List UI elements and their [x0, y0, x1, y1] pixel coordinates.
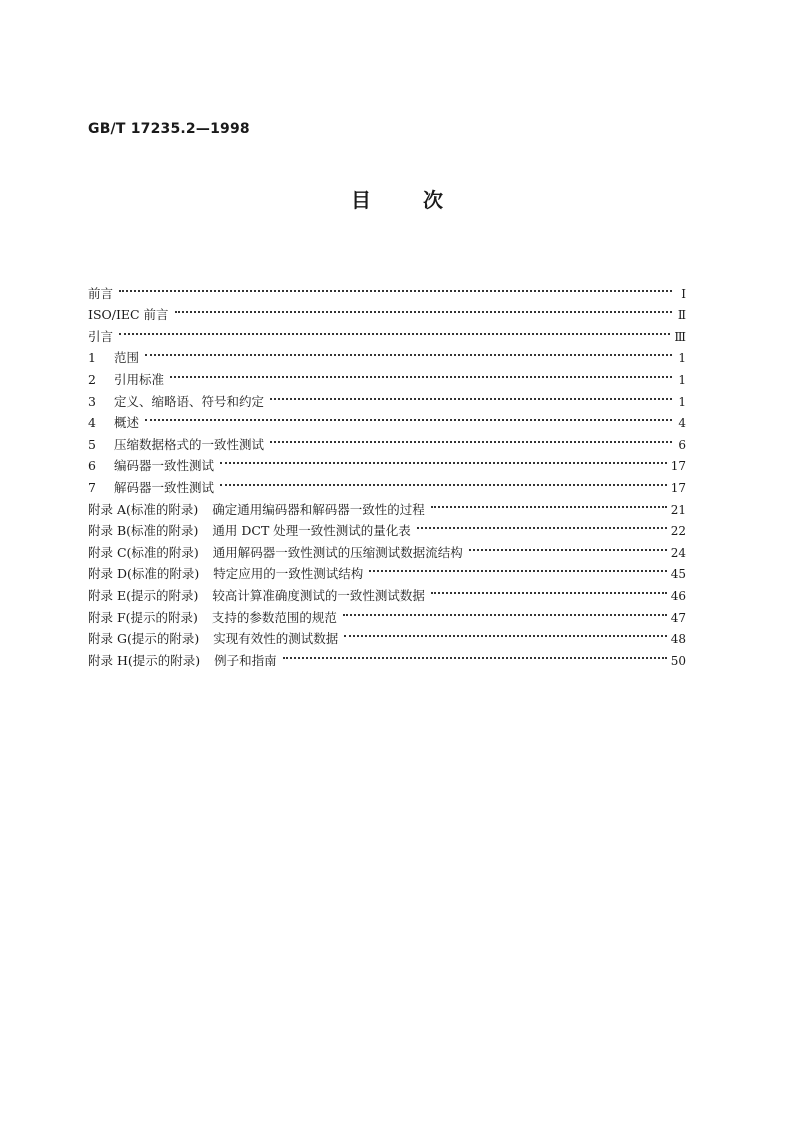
toc-entry-annex-title: 确定通用编码器和解码器一致性的过程 [212, 501, 425, 517]
toc-entry-preface[interactable] [88, 276, 686, 301]
toc-entry-number: 1 [88, 350, 96, 366]
toc-entry-annex-tag: 附录 F(提示的附录) [88, 609, 198, 625]
toc-entry-4[interactable] [88, 406, 686, 431]
toc-entry-page: 22 [670, 524, 686, 539]
dot-leader [283, 643, 667, 665]
toc-entry-label [114, 347, 139, 369]
dot-leader [369, 557, 666, 579]
toc-entry-label-text: 解码器一致性测试 [114, 479, 215, 495]
dot-leader [431, 492, 667, 514]
toc-title-left: 目 [351, 188, 371, 212]
toc-entry-label-text: 定义、缩略语、符号和约定 [114, 393, 265, 409]
toc-entry-annex-title: 通用 DCT 处理一致性测试的量化表 [212, 523, 411, 539]
toc-entry-page: Ⅲ [674, 329, 686, 344]
toc-entry-1[interactable] [88, 341, 686, 366]
toc-entry-page: 45 [670, 567, 686, 582]
toc-entry-number: 4 [88, 415, 96, 431]
toc-entry-label [88, 607, 337, 629]
toc-entry-label [88, 326, 113, 348]
toc-entry-annex-title: 通用解码器一致性测试的压缩测试数据流结构 [212, 544, 463, 560]
toc-entry-label [114, 412, 139, 434]
toc-entry-label-text: ISO/IEC 前言 [88, 307, 169, 323]
toc-entry-annex-tag: 附录 A(标准的附录) [88, 501, 199, 517]
toc-entry-iso-preface[interactable] [88, 298, 686, 323]
dot-leader [145, 406, 672, 428]
toc-entry-label [88, 520, 411, 542]
toc-entry-number: 6 [88, 458, 96, 474]
toc-entry-annex-tag: 附录 E(提示的附录) [88, 587, 199, 603]
toc-entry-label-text: 引言 [88, 328, 114, 344]
toc-entry-label [88, 499, 425, 521]
toc-entry-label [114, 477, 214, 499]
toc-entry-annex-tag: 附录 D(标准的附录) [88, 566, 200, 582]
toc-entry-annex-title: 特定应用的一致性测试结构 [213, 566, 364, 582]
toc-entry-label [114, 369, 164, 391]
toc-entry-label [88, 650, 277, 672]
toc-entry-label [114, 455, 214, 477]
dot-leader [119, 319, 670, 341]
toc-entry-page: I [681, 286, 686, 301]
toc-entry-page: 50 [670, 653, 686, 668]
toc-entry-annex-title: 例子和指南 [214, 652, 277, 668]
dot-leader [270, 384, 672, 406]
toc-entry-number: 5 [88, 436, 96, 452]
toc-entry-page: 17 [670, 459, 686, 474]
toc-entry-annex-tag: 附录 B(标准的附录) [88, 523, 199, 539]
toc-entry-number: 7 [88, 479, 96, 495]
dot-leader [119, 276, 672, 298]
toc-entry-label-text: 编码器一致性测试 [114, 458, 215, 474]
dot-leader [175, 298, 672, 320]
toc-entry-annex-title: 实现有效性的测试数据 [213, 631, 339, 647]
toc-entry-number: 2 [88, 371, 96, 387]
toc-entry-label-text: 范围 [114, 350, 140, 366]
dot-leader [344, 622, 666, 644]
table-of-contents [88, 276, 686, 668]
toc-entry-annex-title: 较高计算准确度测试的一致性测试数据 [212, 587, 425, 603]
toc-entry-label-text: 引用标准 [114, 371, 165, 387]
toc-entry-page: 21 [670, 502, 686, 517]
toc-entry-3[interactable] [88, 384, 686, 409]
toc-entry-annex-tag: 附录 H(提示的附录) [88, 652, 201, 668]
toc-title-right: 次 [423, 188, 443, 212]
toc-entry-page: Ⅱ [677, 308, 686, 323]
toc-entry-label-text: 压缩数据格式的一致性测试 [114, 436, 265, 452]
toc-entry-page: 6 [678, 437, 686, 452]
toc-title [0, 184, 794, 213]
toc-entry-label [88, 563, 363, 585]
toc-entry-label [88, 283, 113, 305]
dot-leader [220, 470, 667, 492]
toc-entry-label-text: 概述 [114, 415, 140, 431]
toc-entry-annex-tag: 附录 G(提示的附录) [88, 631, 200, 647]
toc-entry-page: 1 [678, 351, 686, 366]
dot-leader [431, 578, 667, 600]
standard-number: GB/T 17235.2—1998 [88, 121, 250, 137]
toc-entry-label-text: 前言 [88, 285, 114, 301]
dot-leader [270, 427, 672, 449]
dot-leader [343, 600, 667, 622]
toc-entry-page: 47 [670, 610, 686, 625]
toc-entry-page: 48 [670, 632, 686, 647]
toc-entry-page: 24 [670, 545, 686, 560]
toc-entry-page: 1 [678, 394, 686, 409]
toc-entry-annex-tag: 附录 C(标准的附录) [88, 544, 199, 560]
toc-entry-2[interactable] [88, 362, 686, 387]
toc-entry-page: 17 [670, 480, 686, 495]
toc-entry-annex-title: 支持的参数范围的规范 [211, 609, 337, 625]
toc-entry-5[interactable] [88, 427, 686, 452]
dot-leader [170, 362, 672, 384]
dot-leader [145, 341, 672, 363]
dot-leader [469, 535, 667, 557]
toc-entry-number: 3 [88, 393, 96, 409]
toc-entry-page: 46 [670, 588, 686, 603]
dot-leader [220, 449, 667, 471]
toc-entry-page: 4 [678, 416, 686, 431]
toc-entry-page: 1 [678, 372, 686, 387]
dot-leader [417, 514, 667, 536]
toc-entry-introduction[interactable] [88, 319, 686, 344]
